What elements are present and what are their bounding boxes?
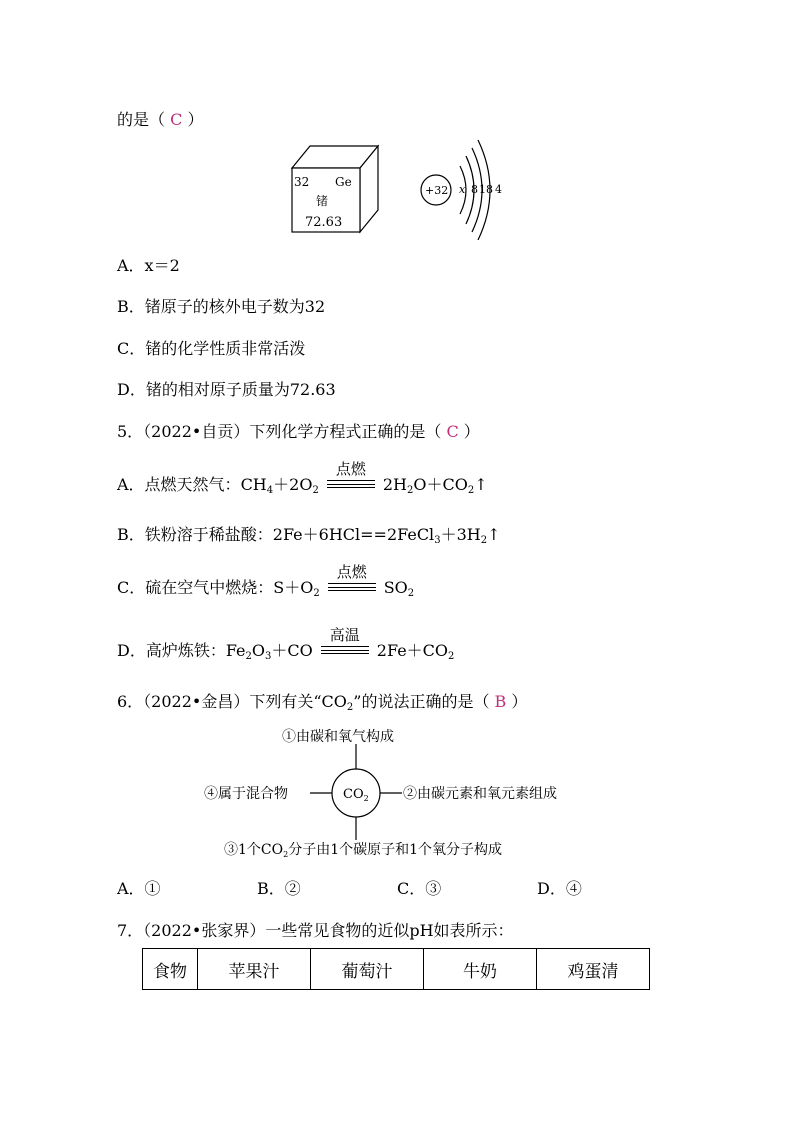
condition-text-c: 点燃 [336, 563, 367, 581]
table-header-cell: 牛奶 [424, 949, 537, 990]
intro-text: 的是（ [117, 110, 166, 129]
shell-4-count: 4 [495, 183, 502, 196]
shell-3-count: 18 [479, 183, 493, 196]
concept-item-3: ③1个$CO_2$分子由1个碳原子和1个氧分子构成 [224, 842, 503, 859]
shell-2-count: 8 [471, 183, 478, 196]
card-mass: 72.63 [305, 215, 343, 230]
table-header-cell: 苹果汁 [198, 949, 311, 990]
q5-a-label: A．点燃天然气： [117, 475, 241, 494]
q4-option-d: D．锗的相对原子质量为72.63 [117, 380, 336, 399]
concept-item-2: ②由碳元素和氧元素组成 [403, 786, 557, 802]
reaction-condition-d [319, 626, 371, 656]
concept-item-4: ④属于混合物 [204, 786, 288, 802]
q4-option-b: B．锗原子的核外电子数为32 [117, 297, 326, 316]
q6-close: ） [511, 692, 528, 711]
q7-stem: 7．（2022•张家界）一些常见食物的近似pH如表所示： [117, 921, 514, 940]
answer-q4: C [170, 110, 183, 129]
q5-option-c: C．硫在空气中燃烧：$S+O_2$ 点燃 $SO_2$ [117, 563, 415, 599]
intro-line [117, 107, 203, 130]
q6-option-a: A．① [117, 879, 161, 898]
q5-close: ） [463, 422, 480, 441]
co2-center-label: $CO_2$ [343, 787, 369, 803]
q6-stem2: ”的说法正确的是（ [353, 692, 490, 711]
card-symbol: Ge [335, 175, 352, 189]
card-number: 32 [294, 175, 310, 189]
table-header-cell: 鸡蛋清 [537, 949, 650, 990]
q6-stem-line: 6．（2022•金昌）下列有关“$CO_2$”的说法正确的是（ B ） [117, 692, 528, 713]
atom-structure-diagram [421, 140, 502, 240]
table-header-cell: 葡萄汁 [311, 949, 424, 990]
q4-option-a: A．x＝2 [117, 256, 180, 275]
reaction-condition-a [325, 460, 377, 490]
germanium-figure [280, 138, 520, 240]
concept-item-1: ①由碳和氧气构成 [282, 729, 394, 745]
q5-b-text: B．铁粉溶于稀盐酸：2Fe＋6HCl==2FeCl [117, 525, 435, 544]
intro-close: ） [187, 110, 204, 129]
answer-q6: B [494, 692, 507, 711]
q5-stem: 5．（2022•自贡）下列化学方程式正确的是（ [117, 422, 442, 441]
q5-stem-line [117, 419, 480, 442]
q6-option-d: D．④ [537, 879, 582, 898]
q5-option-b: B．铁粉溶于稀盐酸：$2Fe+6HCl==2FeCl_3+3H_2↑$ [117, 525, 501, 546]
q6-option-b: B．② [257, 879, 301, 898]
co2-concept-diagram [190, 722, 610, 862]
condition-text-a: 点燃 [335, 460, 366, 478]
q5-option-d: D．高炉炼铁：$Fe_2O_3+CO$ 高温 $2Fe+CO_2$ [117, 626, 455, 662]
food-ph-table [142, 948, 650, 990]
table-header-cell: 食物 [143, 949, 198, 990]
q5-d-label: D．高炉炼铁：Fe [117, 641, 246, 660]
nucleus-charge: +32 [425, 184, 449, 197]
element-card [292, 146, 378, 232]
q5-c-label: C．硫在空气中燃烧：S＋O [117, 578, 314, 597]
card-name: 锗 [316, 194, 329, 208]
reaction-condition-c [326, 563, 378, 593]
table-header-row [143, 949, 650, 990]
q6-option-c: C．③ [397, 879, 442, 898]
q4-option-c: C．锗的化学性质非常活泼 [117, 339, 306, 358]
condition-text-d: 高温 [329, 626, 360, 644]
shell-1-count: x [459, 183, 466, 196]
q5-option-a: A．点燃天然气：$CH_4+2O_2$ 点燃 $2H_2O+CO_2↑$ [117, 460, 488, 496]
q6-stem: 6．（2022•金昌）下列有关“CO [117, 692, 347, 711]
answer-q5: C [446, 422, 459, 441]
